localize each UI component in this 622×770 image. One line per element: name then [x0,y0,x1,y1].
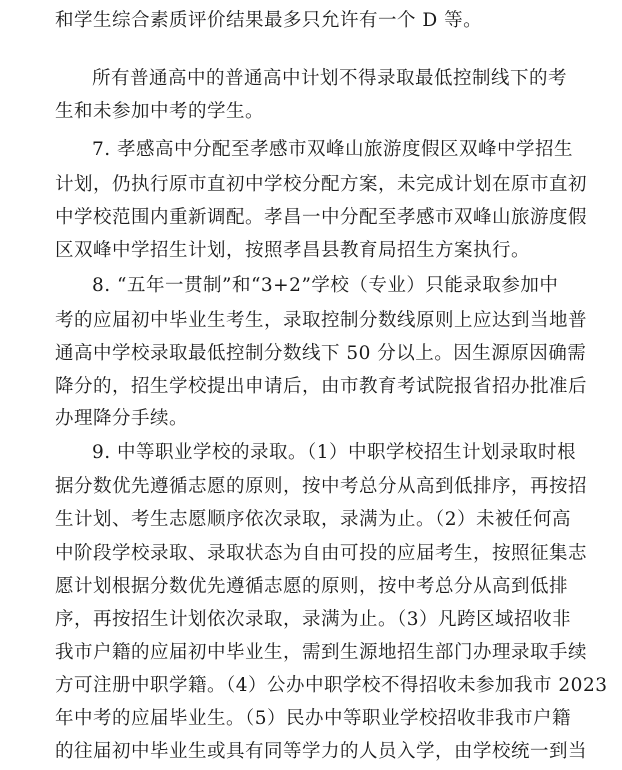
text-line: 考的应届初中毕业生考生，录取控制分数线原则上应达到当地普 [55,310,588,331]
text-line: 和学生综合素质评价结果最多只允许有一个 D 等。 [55,10,483,31]
text-line: 降分的，招生学校提出申请后，由市教育考试院报省招办批准后 [55,376,588,397]
text-line: 方可注册中职学籍。（4）公办中职学校不得招收未参加我市 2023 [55,675,608,696]
text-line: 办理降分手续。 [55,408,189,429]
paragraph-first-line: 9. 中等职业学校的录取。（1）中职学校招生计划录取时根 [92,442,577,463]
text-line: 年中考的应届毕业生。（5）民办中等职业学校招收非我市户籍 [55,708,572,729]
text-line: 通高中学校录取最低控制分数线下 50 分以上。因生源原因确需 [55,343,587,364]
text-line: 序，再按招生计划依次录取，录满为止。（3）凡跨区域招收非 [55,609,572,630]
paragraph-first-line: 所有普通高中的普通高中计划不得录取最低控制线下的考 [92,68,568,89]
text-line: 区双峰中学招生计划，按照孝昌县教育局招生方案执行。 [55,240,531,261]
text-line: 愿计划根据分数优先遵循志愿的原则，按中考总分从高到低排 [55,576,569,597]
text-line: 生计划、考生志愿顺序依次录取，录满为止。（2）未被任何高 [55,509,572,530]
paragraph-first-line: 8. “五年一贯制”和“3+2”学校（专业）只能录取参加中 [92,275,559,296]
text-line: 中阶段学校录取、录取状态为自由可投的应届考生，按照征集志 [55,543,588,564]
text-line: 据分数优先遵循志愿的原则，按中考总分从高到低排序，再按招 [55,476,588,497]
text-line: 计划，仍执行原市直初中学校分配方案，未完成计划在原市直初 [55,174,588,195]
text-line: 中学校范围内重新调配。孝昌一中分配至孝感市双峰山旅游度假 [55,207,588,228]
text-line: 的往届初中毕业生或具有同等学力的人员入学，由学校统一到当 [55,741,588,762]
paragraph-first-line: 7. 孝感高中分配至孝感市双峰山旅游度假区双峰中学招生 [92,139,574,160]
text-line: 我市户籍的应届初中毕业生，需到生源地招生部门办理录取手续 [55,642,588,663]
text-line: 生和未参加中考的学生。 [55,101,265,122]
